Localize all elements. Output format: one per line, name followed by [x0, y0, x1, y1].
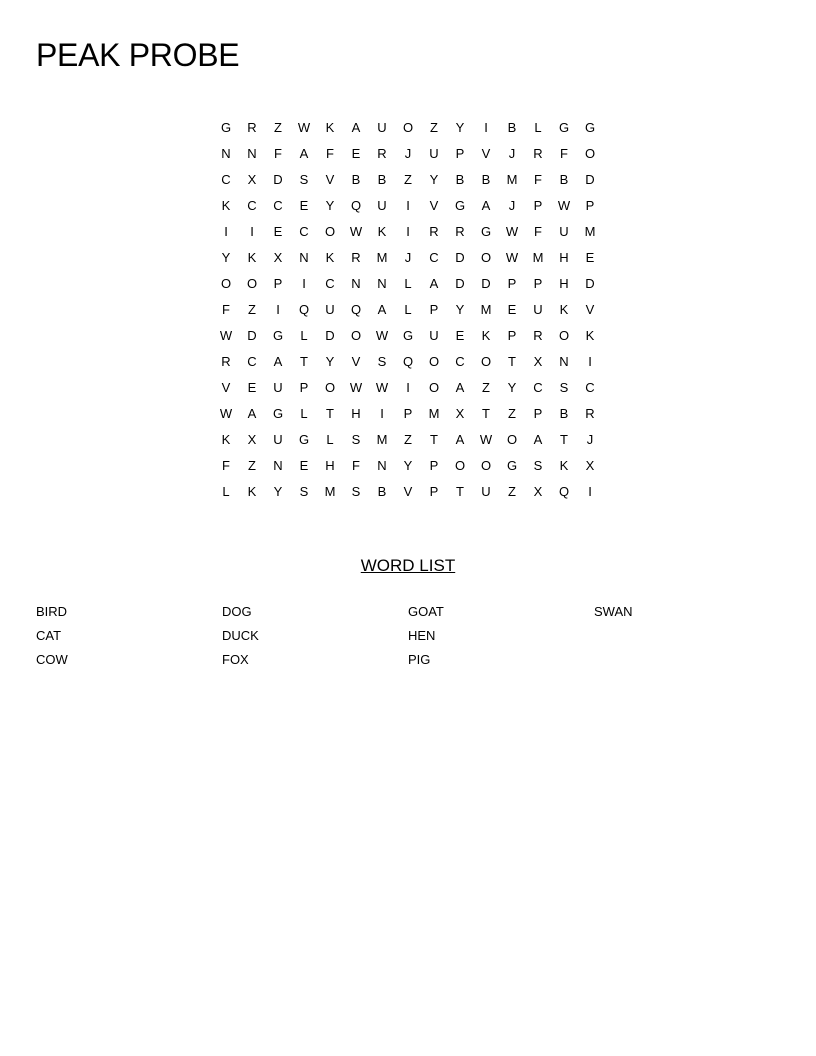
grid-cell: S [351, 432, 361, 447]
word-item: DUCK [222, 628, 259, 643]
grid-cell: W [297, 120, 311, 135]
grid-cell: N [221, 146, 231, 161]
grid-cell: X [455, 406, 465, 421]
word-list-column [222, 600, 408, 672]
grid-cell: L [300, 406, 308, 421]
grid-cell: O [558, 328, 570, 343]
grid-cell: G [272, 406, 284, 421]
grid-cell: P [533, 198, 543, 213]
grid-cell: D [325, 328, 335, 343]
grid-cell: X [533, 354, 543, 369]
grid-cell: B [559, 406, 569, 421]
grid-cell: I [302, 276, 306, 291]
grid-cell: U [429, 328, 439, 343]
grid-cell: J [404, 250, 412, 265]
grid-cell: J [404, 146, 412, 161]
grid-cell: S [299, 484, 309, 499]
grid-cell: U [325, 302, 335, 317]
grid-cell: O [402, 120, 414, 135]
grid-cell: Z [404, 172, 412, 187]
grid-cell: I [484, 120, 488, 135]
grid-cell: M [584, 224, 596, 239]
grid-cell: Q [350, 198, 362, 213]
word-list-column [36, 600, 222, 672]
grid-cell: V [429, 198, 439, 213]
grid-cell: K [247, 250, 257, 265]
grid-cell: C [299, 224, 309, 239]
grid-cell: P [533, 276, 543, 291]
grid-cell: Y [221, 250, 231, 265]
grid-cell: G [402, 328, 414, 343]
grid-cell: B [507, 120, 517, 135]
grid-cell: E [299, 198, 309, 213]
grid-cell: N [273, 458, 283, 473]
grid-cell: C [585, 380, 595, 395]
grid-cell: N [559, 354, 569, 369]
grid-cell: D [585, 172, 595, 187]
grid-cell: V [325, 172, 335, 187]
grid-cell: Z [248, 302, 256, 317]
grid-cell: W [219, 406, 233, 421]
grid-cell: Y [455, 120, 465, 135]
grid-cell: P [585, 198, 595, 213]
grid-cell: R [585, 406, 595, 421]
grid-cell: P [403, 406, 413, 421]
grid-cell: C [429, 250, 439, 265]
grid-cell: I [276, 302, 280, 317]
grid-cell: K [247, 484, 257, 499]
grid-cell: K [221, 198, 231, 213]
grid-cell: O [246, 276, 258, 291]
grid-cell: T [560, 432, 568, 447]
grid-cell: J [508, 146, 516, 161]
grid-cell: D [455, 250, 465, 265]
grid-cell: O [480, 458, 492, 473]
grid-cell: G [506, 458, 518, 473]
grid-cell: Z [248, 458, 256, 473]
grid-cell: D [481, 276, 491, 291]
grid-cell: K [559, 458, 569, 473]
grid-cell: I [406, 198, 410, 213]
grid-cell: A [455, 380, 465, 395]
grid-cell: V [403, 484, 413, 499]
grid-cell: F [352, 458, 360, 473]
grid-cell: Q [558, 484, 570, 499]
grid-cell: L [326, 432, 334, 447]
grid-cell: Z [508, 484, 516, 499]
grid-cell: R [533, 328, 543, 343]
grid-cell: O [350, 328, 362, 343]
grid-cell: V [221, 380, 231, 395]
grid-cell: S [533, 458, 543, 473]
grid-cell: E [585, 250, 595, 265]
grid-cell: I [250, 224, 254, 239]
grid-cell: C [455, 354, 465, 369]
word-list-heading [0, 555, 816, 577]
grid-cell: F [326, 146, 334, 161]
grid-cell: W [505, 224, 519, 239]
grid-cell: L [404, 276, 412, 291]
grid-cell: O [584, 146, 596, 161]
grid-cell: O [454, 458, 466, 473]
word-list-column [594, 600, 780, 672]
grid-cell: W [349, 224, 363, 239]
grid-cell: N [377, 276, 387, 291]
grid-cell: G [298, 432, 310, 447]
grid-cell: D [585, 276, 595, 291]
grid-cell: R [377, 146, 387, 161]
grid-cell: U [533, 302, 543, 317]
grid-cell: Y [325, 198, 335, 213]
grid-cell: P [429, 458, 439, 473]
grid-cell: F [534, 224, 542, 239]
grid-cell: O [480, 354, 492, 369]
grid-cell: W [219, 328, 233, 343]
grid-cell: L [404, 302, 412, 317]
grid-cell: E [351, 146, 361, 161]
grid-cell: D [273, 172, 283, 187]
grid-cell: E [455, 328, 465, 343]
grid-cell: B [455, 172, 465, 187]
grid-cell: P [273, 276, 283, 291]
grid-cell: B [351, 172, 361, 187]
grid-cell: F [534, 172, 542, 187]
grid-cell: L [222, 484, 230, 499]
grid-cell: E [273, 224, 283, 239]
grid-cell: F [560, 146, 568, 161]
grid-cell: Z [508, 406, 516, 421]
grid-cell: T [456, 484, 464, 499]
grid-cell: F [274, 146, 282, 161]
grid-cell: B [377, 484, 387, 499]
grid-cell: X [533, 484, 543, 499]
grid-cell: T [482, 406, 490, 421]
grid-cell: M [532, 250, 544, 265]
word-item: HEN [408, 628, 436, 643]
grid-cell: T [430, 432, 438, 447]
grid-cell: R [221, 354, 231, 369]
grid-cell: C [221, 172, 231, 187]
grid-cell: I [406, 380, 410, 395]
grid-cell: K [559, 302, 569, 317]
grid-cell: R [533, 146, 543, 161]
word-item: PIG [408, 652, 431, 667]
grid-cell: L [300, 328, 308, 343]
grid-cell: Y [507, 380, 517, 395]
grid-cell: X [273, 250, 283, 265]
grid-cell: V [351, 354, 361, 369]
grid-cell: G [584, 120, 596, 135]
grid-cell: Q [350, 302, 362, 317]
grid-cell: A [533, 432, 543, 447]
word-list-heading-text: WORD LIST [360, 556, 456, 575]
grid-cell: N [377, 458, 387, 473]
grid-cell: O [428, 380, 440, 395]
grid-cell: A [377, 302, 387, 317]
grid-cell: T [326, 406, 334, 421]
grid-cell: K [585, 328, 595, 343]
grid-cell: C [247, 198, 257, 213]
grid-cell: N [247, 146, 257, 161]
grid-cell: V [481, 146, 491, 161]
grid-cell: G [558, 120, 570, 135]
grid-cell: O [480, 250, 492, 265]
grid-cell: T [300, 354, 308, 369]
word-item: DOG [222, 604, 252, 619]
grid-cell: G [480, 224, 492, 239]
grid-cell: M [376, 250, 388, 265]
grid-cell: S [559, 380, 569, 395]
grid-cell: P [299, 380, 309, 395]
grid-cell: K [221, 432, 231, 447]
grid-cell: D [455, 276, 465, 291]
grid-cell: H [559, 276, 569, 291]
grid-cell: Z [430, 120, 438, 135]
grid-cell: B [481, 172, 491, 187]
grid-cell: R [429, 224, 439, 239]
grid-cell: M [506, 172, 518, 187]
word-item: FOX [222, 652, 249, 667]
grid-cell: S [351, 484, 361, 499]
grid-cell: X [247, 172, 257, 187]
grid-cell: G [220, 120, 232, 135]
grid-cell: J [508, 198, 516, 213]
grid-cell: U [559, 224, 569, 239]
grid-cell: Y [273, 484, 283, 499]
grid-cell: Z [274, 120, 282, 135]
grid-cell: Q [298, 302, 310, 317]
grid-cell: H [559, 250, 569, 265]
grid-cell: S [299, 172, 309, 187]
word-item: SWAN [594, 604, 633, 619]
grid-cell: A [273, 354, 283, 369]
grid-cell: U [377, 198, 387, 213]
grid-cell: H [325, 458, 335, 473]
grid-cell: A [455, 432, 465, 447]
grid-cell: X [247, 432, 257, 447]
grid-cell: U [273, 432, 283, 447]
grid-cell: P [455, 146, 465, 161]
grid-cell: Z [404, 432, 412, 447]
grid-cell: B [377, 172, 387, 187]
grid-cell: R [247, 120, 257, 135]
grid-cell: L [534, 120, 542, 135]
grid-cell: C [247, 354, 257, 369]
grid-cell: U [429, 146, 439, 161]
grid-cell: K [325, 120, 335, 135]
grid-cell: O [324, 380, 336, 395]
grid-cell: A [481, 198, 491, 213]
grid-cell: O [428, 354, 440, 369]
grid-cell: U [273, 380, 283, 395]
page-title: PEAK PROBE [36, 37, 240, 73]
grid-cell: B [559, 172, 569, 187]
grid-cell: M [480, 302, 492, 317]
grid-cell: J [586, 432, 594, 447]
grid-cell: E [299, 458, 309, 473]
grid-cell: Y [429, 172, 439, 187]
grid-cell: M [324, 484, 336, 499]
letter-grid [213, 115, 603, 505]
grid-cell: E [247, 380, 257, 395]
word-item: COW [36, 652, 68, 667]
grid-cell: F [222, 458, 230, 473]
grid-cell: P [533, 406, 543, 421]
grid-cell: U [481, 484, 491, 499]
grid-cell: A [351, 120, 361, 135]
grid-cell: I [224, 224, 228, 239]
grid-cell: I [588, 354, 592, 369]
grid-cell: I [406, 224, 410, 239]
grid-cell: E [507, 302, 517, 317]
grid-cell: W [349, 380, 363, 395]
grid-cell: I [380, 406, 384, 421]
grid-cell: K [481, 328, 491, 343]
grid-cell: W [505, 250, 519, 265]
grid-cell: A [299, 146, 309, 161]
grid-cell: Z [482, 380, 490, 395]
grid-cell: D [247, 328, 257, 343]
grid-cell: M [376, 432, 388, 447]
grid-cell: P [429, 302, 439, 317]
grid-cell: T [508, 354, 516, 369]
word-item: CAT [36, 628, 62, 643]
grid-cell: A [429, 276, 439, 291]
grid-cell: W [479, 432, 493, 447]
grid-cell: W [557, 198, 571, 213]
grid-cell: N [299, 250, 309, 265]
grid-cell: C [325, 276, 335, 291]
grid-cell: K [325, 250, 335, 265]
grid-cell: W [375, 328, 389, 343]
grid-cell: S [377, 354, 387, 369]
grid-cell: X [585, 458, 595, 473]
grid-cell: Y [403, 458, 413, 473]
grid-cell: F [222, 302, 230, 317]
grid-cell: Q [402, 354, 414, 369]
grid-cell: G [272, 328, 284, 343]
grid-cell: I [588, 484, 592, 499]
word-list-column [408, 600, 594, 672]
grid-cell: K [377, 224, 387, 239]
grid-cell: N [351, 276, 361, 291]
word-item: GOAT [408, 604, 444, 619]
grid-cell: P [429, 484, 439, 499]
grid-cell: R [455, 224, 465, 239]
grid-cell: V [585, 302, 595, 317]
grid-cell: A [247, 406, 257, 421]
grid-cell: G [454, 198, 466, 213]
word-list [36, 600, 780, 672]
grid-cell: P [507, 328, 517, 343]
grid-cell: Y [455, 302, 465, 317]
grid-cell: Y [325, 354, 335, 369]
grid-cell: C [533, 380, 543, 395]
grid-cell: O [220, 276, 232, 291]
grid-cell: W [375, 380, 389, 395]
grid-cell: R [351, 250, 361, 265]
grid-cell: H [351, 406, 361, 421]
word-item: BIRD [36, 604, 68, 619]
grid-cell: U [377, 120, 387, 135]
grid-cell: O [324, 224, 336, 239]
grid-cell: O [506, 432, 518, 447]
grid-cell: P [507, 276, 517, 291]
grid-cell: C [273, 198, 283, 213]
grid-cell: M [428, 406, 440, 421]
